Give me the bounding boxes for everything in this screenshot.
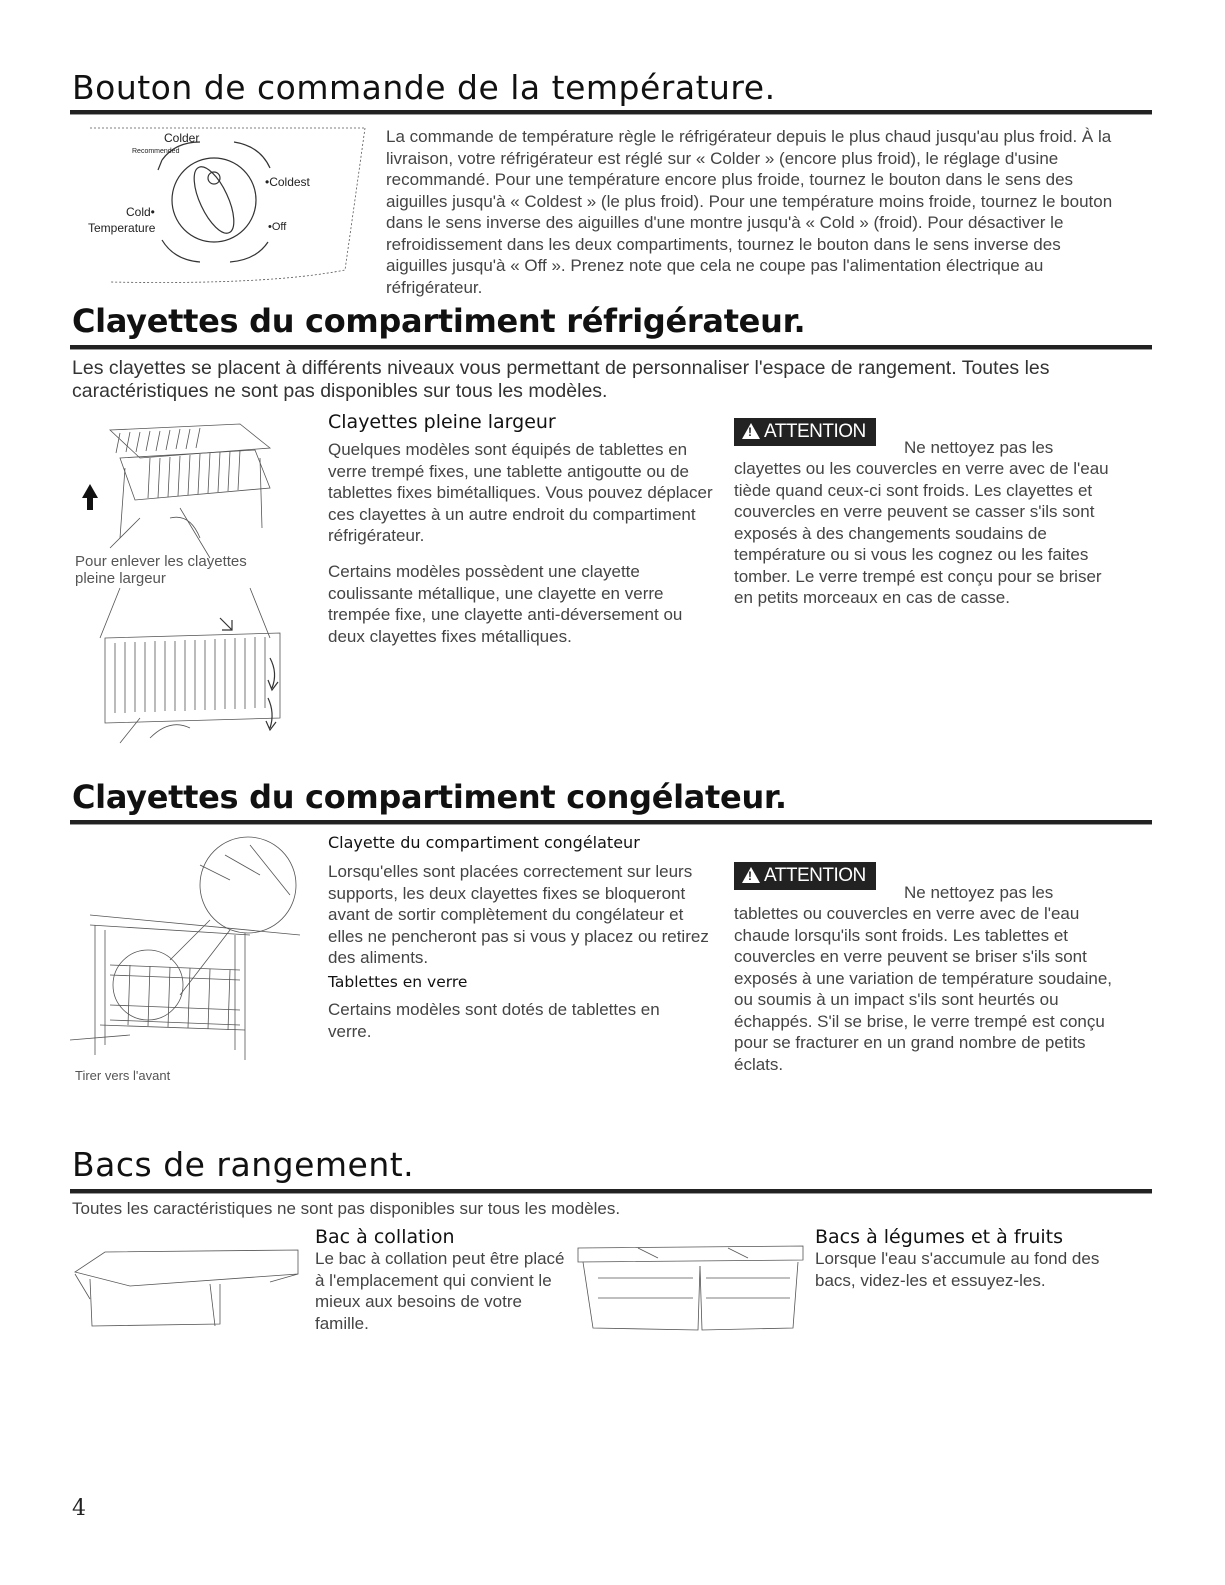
- section-rule: [70, 1189, 1152, 1194]
- section-title-temperature-control: Bouton de commande de la température.: [72, 68, 776, 107]
- section-rule: [70, 820, 1152, 825]
- dial-label-temperature: Temperature: [88, 221, 156, 235]
- storage-bins-intro: Toutes les caractéristiques ne sont pas disponibles sur tous les modèles.: [72, 1199, 621, 1218]
- section-rule: [70, 110, 1152, 115]
- crisper-para: Lorsque l'eau s'accumule au fond des bacs, videz-les et essuyez-les.: [815, 1249, 1100, 1290]
- attention-text: tablettes ou couvercles en verre avec de l'eau chaude lorsqu'ils sont froids. Les tablettes et couvercles en verre peuvent se briser s'ils sont exposés à une variation de température soudaine, ou soumis à un impact s'ils sont heurtés ou échappés. S'il se brise, le verre trempé est conçu pour se fracturer en un grand nombre de petits éclats.: [734, 904, 1113, 1074]
- freezer-shelf-subtitle: Clayette du compartiment congélateur: [328, 833, 640, 852]
- temperature-dial-illustration: [70, 120, 370, 290]
- section-title-storage-bins: Bacs de rangement.: [72, 1145, 415, 1184]
- glass-shelves-subtitle: Tablettes en verre: [328, 973, 468, 991]
- dial-label-coldest: •Coldest: [265, 175, 310, 189]
- page-number: 4: [72, 1496, 86, 1521]
- freezer-shelf-illustration: [70, 835, 310, 1065]
- attention-badge: !ATTENTION: [734, 418, 876, 446]
- warning-icon: [742, 867, 760, 883]
- pull-forward-caption: Tirer vers l'avant: [75, 1068, 171, 1083]
- remove-shelves-caption: Pour enlever les clayettes pleine largeur: [75, 553, 247, 587]
- dial-label-colder: Colder: [164, 131, 200, 145]
- crisper-subtitle: Bacs à légumes et à fruits: [815, 1226, 1063, 1248]
- section-title-freezer-shelves: Clayettes du compartiment congélateur.: [72, 778, 787, 816]
- dial-label-off: •Off: [268, 221, 287, 233]
- temperature-control-paragraph: La commande de température règle le réfrigérateur depuis le plus chaud jusqu'au plus froid. À la livraison, votre réfrigérateur est réglé sur « Colder » (encore plus froid), le réglage d'usine recommandé. Pour une température encore plus froide, tournez le bouton dans le sens des aiguilles jusqu'à « Coldest » (le plus froid). Pour une température moins froide, tournez le bouton dans le sens inverse des aiguilles d'une montre jusqu'à « Cold » (froid). Pour désactiver le refroidissement dans les deux compartiments, tournez le bouton dans le sens inverse des aiguilles jusqu'à « Off ». Prenez note que cela ne coupe pas l'alimentation électrique au réfrigérateur.: [386, 127, 1113, 297]
- attention-text: clayettes ou les couvercles en verre avec de l'eau tiède quand ceux-ci sont froids. Les clayettes et couvercles en verre peuvent se casser s'ils sont exposés à des changements soudains de température ou si vous les cognez ou les faites tomber. Le verre trempé est conçu pour se briser en petits morceaux en cas de casse.: [734, 459, 1109, 607]
- full-width-shelves-subtitle: Clayettes pleine largeur: [328, 411, 556, 433]
- snack-bin-illustration: [70, 1244, 310, 1334]
- dial-label-recommended: Recommended: [132, 148, 180, 155]
- dial-label-cold: Cold•: [126, 205, 155, 219]
- full-width-shelves-para2: Certains modèles possèdent une clayette coulissante métallique, une clayette en verre trempée fixe, une clayette anti-déversement ou deux clayettes fixes métalliques.: [328, 562, 683, 646]
- crisper-drawers-illustration: [578, 1238, 808, 1343]
- glass-shelves-para: Certains modèles sont dotés de tablettes en verre.: [328, 1000, 660, 1041]
- section-title-fridge-shelves: Clayettes du compartiment réfrigérateur.: [72, 302, 806, 340]
- warning-icon: [742, 423, 760, 439]
- full-width-shelves-para1: Quelques modèles sont équipés de tablettes en verre trempé fixes, une tablette antigoutte ou de tablettes fixes bimétalliques. Vous pouvez déplacer ces clayettes à un autre endroit du compartiment réfrigérateur.: [328, 440, 713, 545]
- attention-text-lead: Ne nettoyez pas les: [904, 883, 1054, 902]
- attention-text-lead: Ne nettoyez pas les: [904, 438, 1054, 457]
- attention-badge: !ATTENTION: [734, 862, 876, 890]
- snack-bin-para: Le bac à collation peut être placé à l'emplacement qui convient le mieux aux besoins de votre famille.: [315, 1249, 565, 1333]
- snack-bin-subtitle: Bac à collation: [315, 1226, 455, 1248]
- freezer-shelf-para1: Lorsqu'elles sont placées correctement sur leurs supports, les deux clayettes fixes se bloqueront avant de sortir complètement du congélateur et elles ne pencheront pas si vous y placez ou retirez des aliments.: [328, 862, 709, 967]
- fridge-shelves-intro: Les clayettes se placent à différents niveaux vous permettant de personnaliser l'espace de rangement. Toutes les caractéristiques ne sont pas disponibles sur tous les modèles.: [72, 357, 1050, 402]
- section-rule: [70, 345, 1152, 350]
